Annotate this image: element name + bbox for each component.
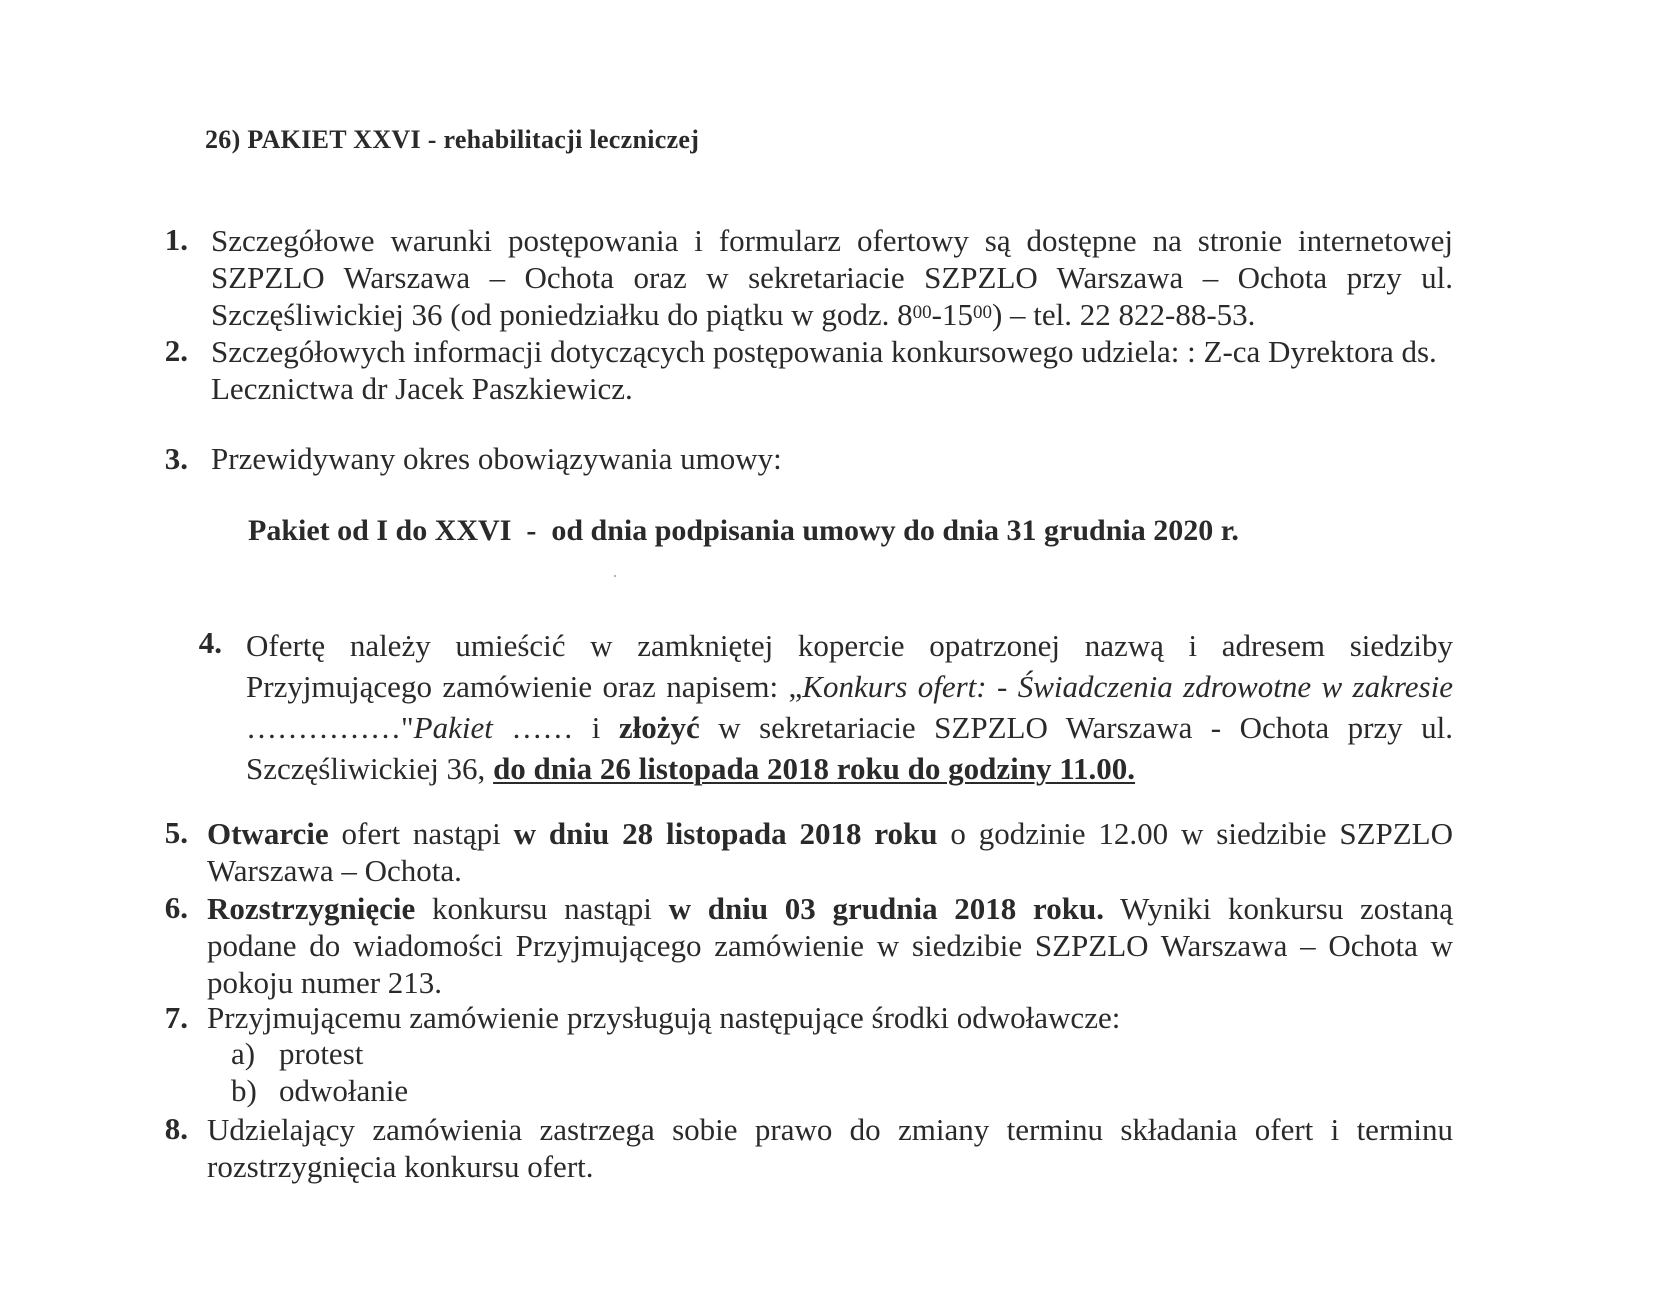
item-1-number: 1.	[164, 222, 188, 257]
item-1-text	[211, 222, 1453, 333]
item-7-sub-a-label: a)	[231, 1036, 256, 1071]
item-6-line-1: Rozstrzygnięcie konkursu nastąpi w dniu 03 grudnia 2018 roku. Wyniki konkursu zostaną	[207, 891, 1453, 926]
item-7-sub-b-label: b)	[231, 1073, 257, 1108]
item-4-line-2: Przyjmującego zamówienie oraz napisem: „Konkurs ofert: - Świadczenia zdrowotne w zakresie	[246, 669, 1453, 704]
item-3-line-1: Przewidywany okres obowiązywania umowy:	[211, 441, 782, 476]
item-6-number: 6.	[164, 890, 188, 925]
item-1-line-1: Szczegółowe warunki postępowania i formularz ofertowy są dostępne na stronie internetowej	[211, 223, 1453, 258]
item-8-line-2: rozstrzygnięcia konkursu ofert.	[207, 1149, 594, 1184]
item-7-sub-a-text: protest	[279, 1036, 364, 1071]
item-5-text	[207, 815, 1453, 889]
item-7-line-1: Przyjmującemu zamówienie przysługują następujące środki odwoławcze:	[207, 1000, 1121, 1035]
scan-speck	[614, 575, 616, 577]
item-6-text	[207, 890, 1453, 1001]
item-1-line-3: Szczęśliwickiej 36 (od poniedziałku do piątku w godz. $8^{00}-15^{00}$) – tel. 22 822-88-53.	[211, 297, 1256, 332]
item-7-sub-b-text: odwołanie	[279, 1073, 409, 1108]
item-4-line-3: ……………"Pakiet …… i złożyć w sekretariacie SZPZLO Warszawa - Ochota przy ul.	[246, 710, 1453, 745]
item-4-number: 4.	[198, 625, 222, 660]
item-1-line-2: SZPZLO Warszawa – Ochota oraz w sekretariacie SZPZLO Warszawa – Ochota przy ul.	[211, 260, 1453, 295]
item-4-line-4: Szczęśliwickiej 36, do dnia 26 listopada 2018 roku do godziny 11.00.	[246, 751, 1136, 786]
item-4-line-1: Ofertę należy umieścić w zamkniętej kopercie opatrzonej nazwą i adresem siedziby	[246, 628, 1453, 663]
contract-period: Pakiet od I do XXVI - od dnia podpisania umowy do dnia 31 grudnia 2020 r.	[248, 514, 1239, 547]
item-2-line-1: Szczegółowych informacji dotyczących postępowania konkursowego udziela: : Z-ca Dyrektora ds.	[211, 334, 1437, 369]
item-8-text	[207, 1111, 1453, 1185]
item-2-text	[211, 333, 1453, 407]
submission-deadline: do dnia 26 listopada 2018 roku do godziny 11.00.	[493, 751, 1136, 786]
item-4-text	[246, 625, 1453, 789]
item-8-line-1: Udzielający zamówienia zastrzega sobie prawo do zmiany terminu składania ofert i terminu	[207, 1112, 1453, 1147]
item-3-number: 3.	[164, 441, 188, 476]
item-2-number: 2.	[164, 333, 188, 368]
item-5-number: 5.	[164, 815, 188, 850]
section-heading: 26) PAKIET XXVI - rehabilitacji leczniczej	[205, 125, 700, 154]
item-5-line-1: Otwarcie ofert nastąpi w dniu 28 listopada 2018 roku o godzinie 12.00 w siedzibie SZPZLO	[207, 816, 1454, 851]
item-8-number: 8.	[164, 1111, 188, 1146]
item-7-number: 7.	[164, 1000, 188, 1035]
item-5-line-2: Warszawa – Ochota.	[207, 853, 462, 888]
item-6-line-2: podane do wiadomości Przyjmującego zamówienie w siedzibie SZPZLO Warszawa – Ochota w	[207, 928, 1453, 963]
item-2-line-2: Lecznictwa dr Jacek Paszkiewicz.	[211, 371, 633, 406]
item-6-line-3: pokoju numer 213.	[207, 965, 443, 1000]
